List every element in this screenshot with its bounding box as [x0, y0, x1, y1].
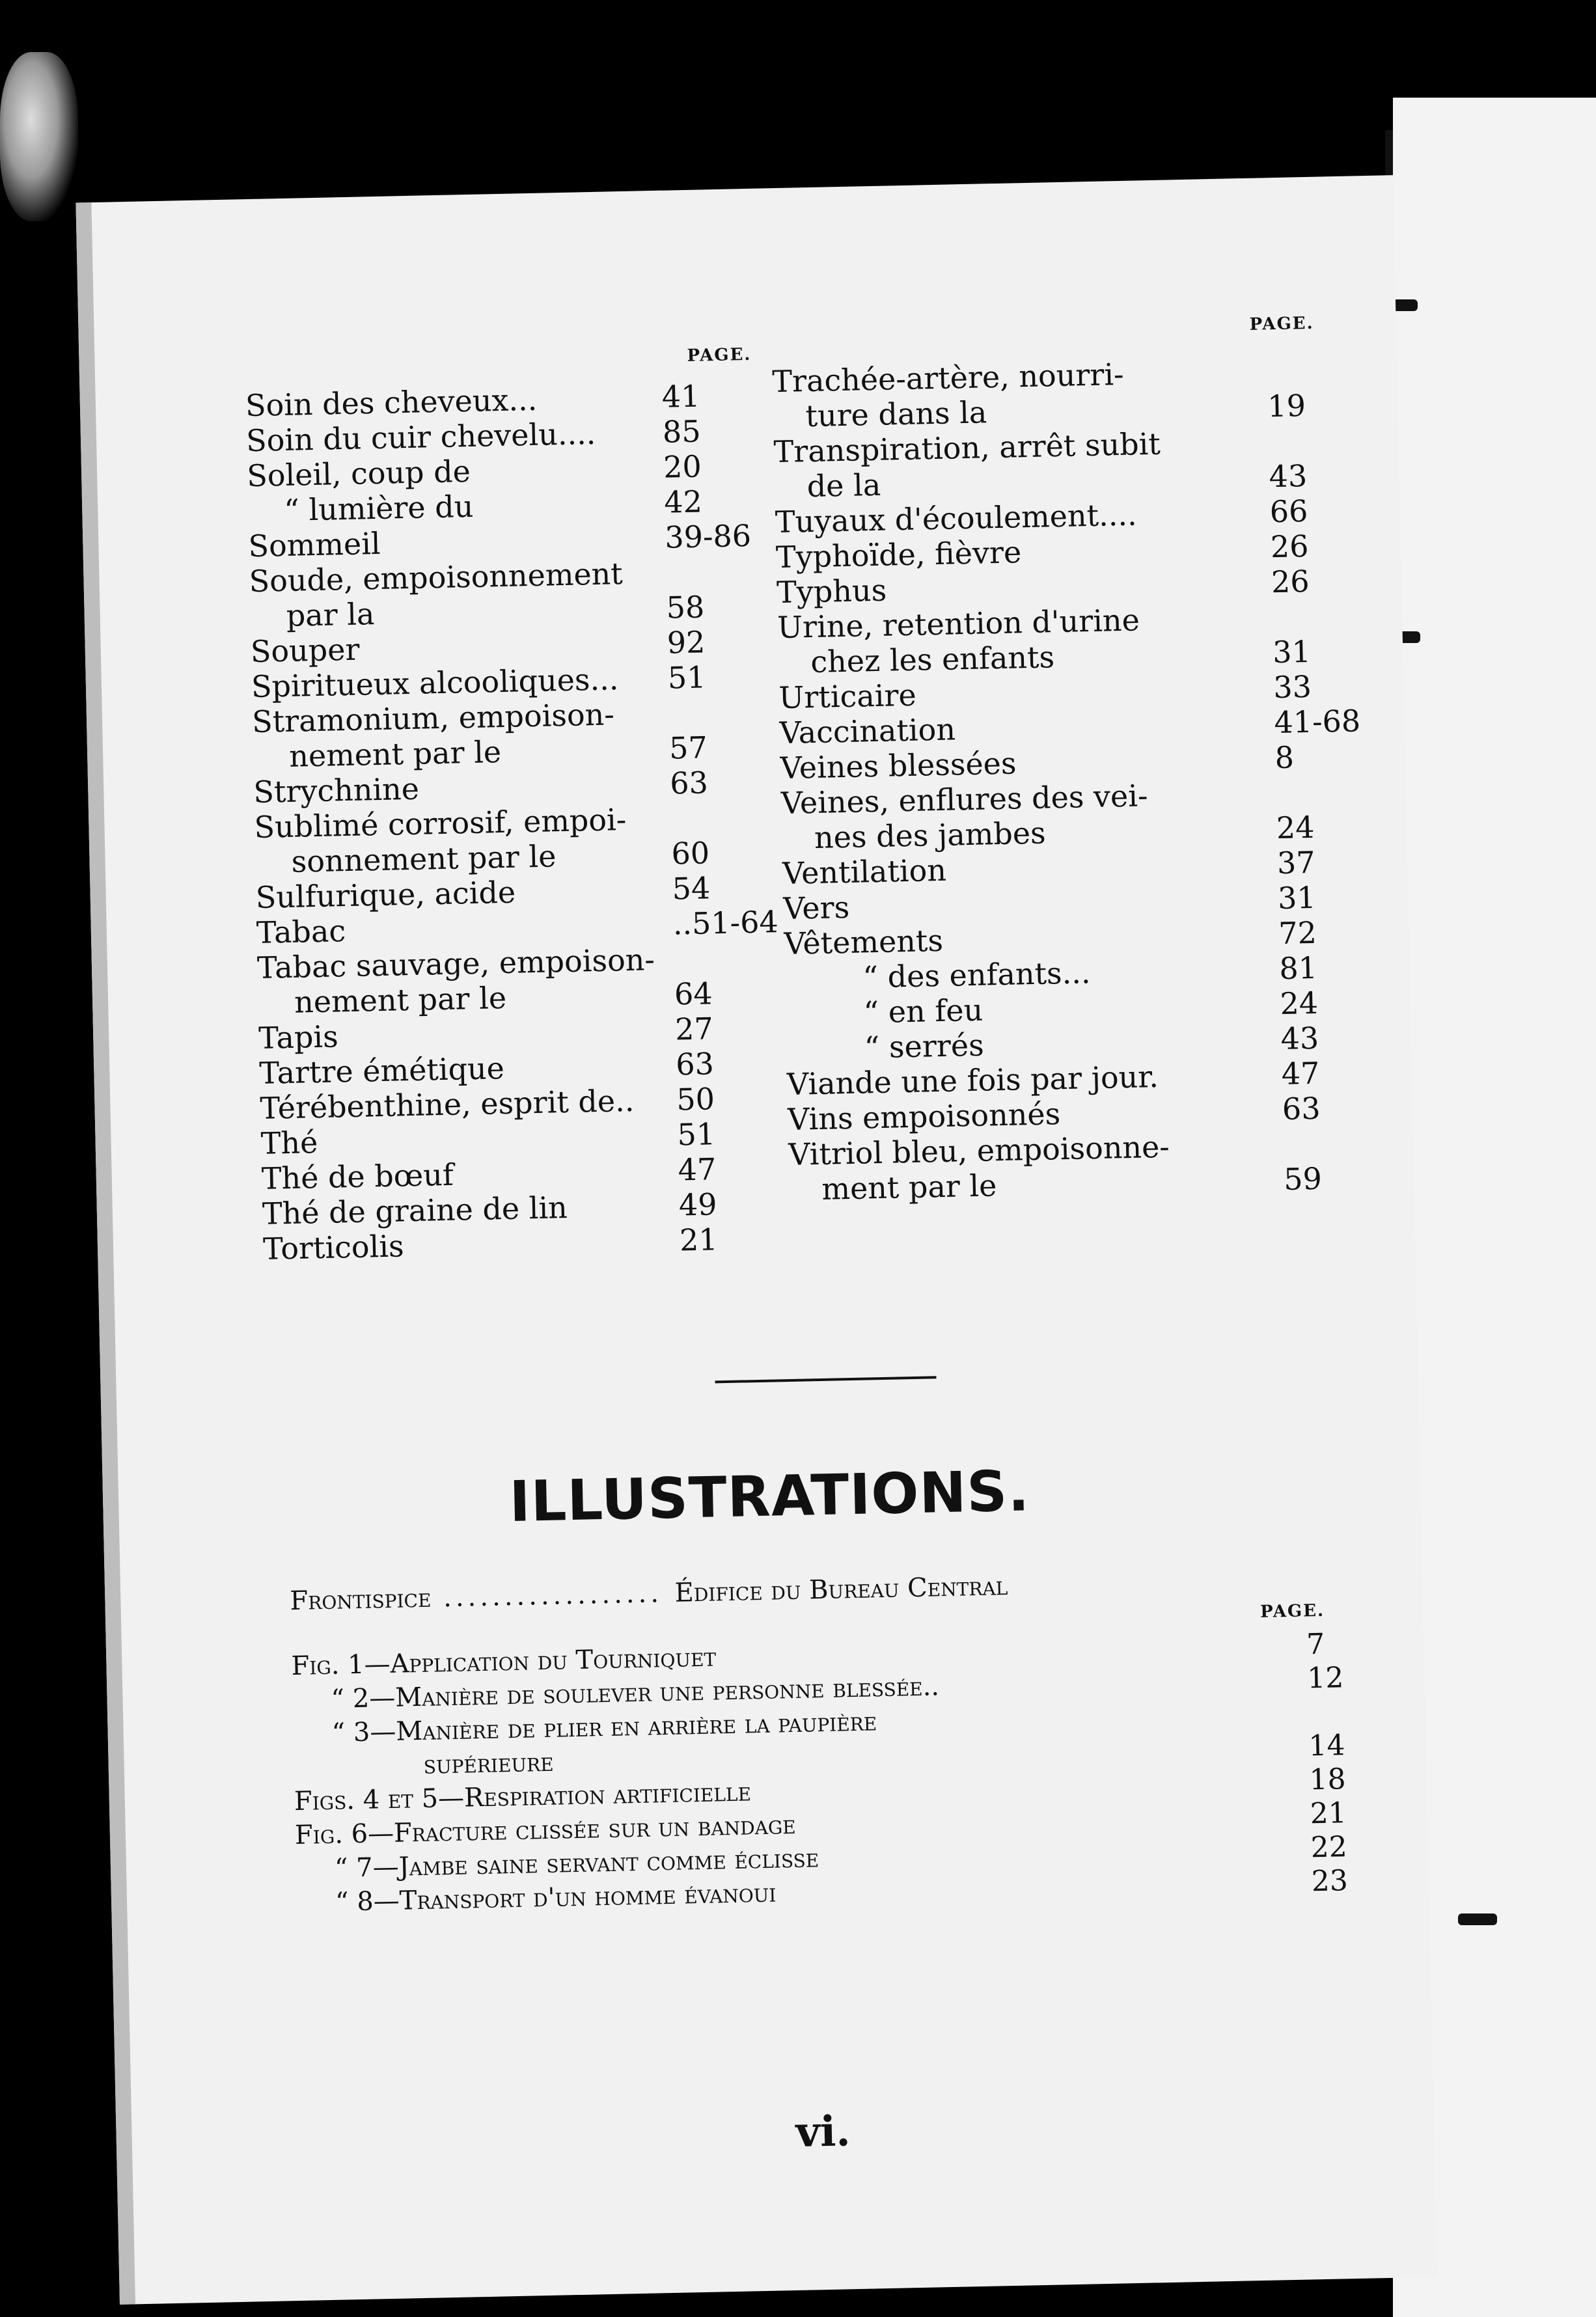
right_column-entry-text: Vêtements: [783, 922, 944, 962]
right_column-entry: [782, 844, 1316, 892]
left_column-entry-text: Thé de graine de lin: [262, 1190, 568, 1231]
illustrations-entry-text: “ 7—Jambe saine servant comme éclisse: [334, 1843, 819, 1884]
right_column-entry: [778, 668, 1312, 716]
right_column-entry-page: 47: [1281, 1055, 1320, 1092]
right_column-entry: [775, 528, 1309, 575]
page-folio: vi.: [795, 2107, 851, 2158]
right_column-entry: [821, 1160, 1323, 1207]
left_column-entry-text: Souper: [250, 631, 360, 670]
right_column-entry: [814, 809, 1315, 855]
right_column-entry-text: Vers: [782, 889, 850, 927]
left_column-entry-text: Torticolis: [262, 1228, 405, 1267]
left_column-entry: [286, 589, 705, 633]
left_column-entry-page: 21: [679, 1222, 719, 1258]
left_column-entry-text: Tabac sauvage, empoison-: [256, 942, 655, 985]
illustrations-entry-page: 21: [1310, 1796, 1347, 1831]
right_column-entry-page: 31: [1272, 633, 1312, 670]
left_column-entry-page: 47: [678, 1151, 717, 1188]
right_column-entry-text: ture dans la: [805, 394, 987, 434]
illustrations-title: ILLUSTRATIONS.: [508, 1459, 1030, 1535]
right_column-entry: [806, 458, 1308, 504]
left_column-entry-text: nement par le: [288, 734, 502, 774]
left_column-entry: [253, 765, 709, 810]
scan-edge-artifact: [0, 52, 78, 221]
left_column-entry: [247, 517, 752, 564]
illustrations-entry-page: 18: [1309, 1762, 1347, 1797]
right_column-entry-page: 26: [1270, 528, 1309, 565]
left_column-entry-text: Soude, empoisonnement: [249, 556, 624, 599]
right_column-entry-text: Vins empoisonnés: [787, 1096, 1061, 1137]
ornamental-divider: [715, 1369, 936, 1383]
left_column-entry-page: ..51-64: [672, 904, 779, 942]
left_column-entry-text: Soin du cuir chevelu....: [245, 415, 596, 459]
left_column-entry-text: Spiritueux alcooliques...: [251, 661, 619, 705]
right_column-entry: [788, 1129, 1170, 1172]
left_column-entry: [250, 624, 706, 670]
left_column-entry: [261, 1151, 717, 1196]
left_column-entry: [256, 904, 779, 950]
illustrations-entry-text: “ 2—Manière de soulever une personne blessée..: [331, 1671, 940, 1714]
left_column-entry-page: 92: [667, 624, 706, 661]
right_column-entry: [783, 914, 1317, 962]
frontispice-label: Frontispice: [289, 1583, 432, 1617]
illustrations-entry-page: 14: [1308, 1729, 1345, 1763]
right_column-entry-text: Typhus: [776, 572, 887, 610]
left_column-entry-page: 51: [667, 659, 706, 696]
left_column-entry: [291, 835, 710, 879]
left_column-entry: [283, 484, 703, 528]
right_column-entry-text: Trachée-artère, nourri-: [771, 356, 1125, 400]
left_column-entry-text: nement par le: [294, 980, 507, 1020]
right_column-entry: [863, 985, 1319, 1030]
frontispice-line: Frontispice .................. Édifice du Bureau Central: [289, 1571, 1008, 1617]
right_column-entry: [775, 493, 1308, 540]
illustrations-page-header: PAGE.: [1259, 1600, 1325, 1622]
left-index-column: [245, 377, 779, 1267]
left_column-entry: [258, 1011, 714, 1056]
left_column-entry-text: Thé de bœuf: [261, 1157, 454, 1196]
right_column-entry-text: Typhoïde, fièvre: [775, 534, 1022, 575]
right_column-entry: [786, 1055, 1320, 1102]
left_column-entry-page: 51: [677, 1116, 716, 1153]
right_column-entry-text: Transpiration, arrêt subit: [773, 426, 1161, 470]
illustrations-list: [291, 1627, 1349, 1917]
right_column-entry-page: 24: [1280, 985, 1319, 1022]
right_column-entry-page: 63: [1282, 1090, 1321, 1127]
left_column-entry-text: sonnement par le: [291, 838, 557, 879]
right_column-entry: [772, 357, 1124, 399]
left_column-entry-text: Strychnine: [253, 771, 420, 810]
left_column-entry: [262, 1222, 719, 1267]
right_column-entry-text: Viande une fois par jour.: [786, 1059, 1159, 1102]
right_column-entry-text: Vitriol bleu, empoisonne-: [788, 1129, 1170, 1172]
right_column-entry: [787, 1090, 1321, 1137]
right_column-entry: [805, 388, 1306, 434]
right_column-entry: [779, 703, 1361, 751]
right_column-entry-text: Veines blessées: [780, 745, 1017, 786]
right_column-entry: [782, 879, 1317, 927]
right_column-entry-text: ment par le: [821, 1168, 997, 1207]
left_column-entry: [258, 1046, 715, 1091]
left_column-entry-text: Sommeil: [247, 525, 381, 564]
right_column-entry-page: 59: [1283, 1160, 1323, 1198]
left_column-entry-text: Sublimé corrosif, empoi-: [253, 802, 627, 845]
illustrations-entry-text: Fig. 1—Application du Tourniquet: [291, 1642, 717, 1682]
left_column-entry-text: Tapis: [258, 1019, 339, 1056]
right_column-entry-page: 26: [1271, 563, 1310, 600]
right_column-entry-text: chez les enfants: [810, 639, 1055, 680]
right_column-entry-text: Veines, enflures des vei-: [780, 778, 1148, 821]
right_column-entry: [810, 633, 1312, 680]
right_column-entry-text: Urine, retention d'urine: [777, 602, 1140, 646]
left_column-entry: [260, 1116, 716, 1161]
right_column-entry-page: 31: [1277, 879, 1317, 916]
left_column-entry-page: 39-86: [664, 517, 752, 555]
right_column-entry-page: 41-68: [1273, 703, 1361, 741]
illustrations-entry-page: 23: [1311, 1864, 1349, 1899]
left_column-entry-page: 49: [678, 1186, 717, 1223]
right-column-page-header: PAGE.: [1249, 313, 1314, 335]
right_column-entry-text: “ serrés: [864, 1027, 985, 1065]
right_column-entry: [780, 778, 1148, 821]
right_column-entry: [773, 426, 1161, 469]
left_column-entry-page: 57: [668, 730, 708, 766]
illustrations-entry-text: “ 3—Manière de plier en arrière la paupière: [331, 1707, 877, 1748]
left_column-entry-page: 58: [666, 589, 705, 625]
left_column-entry: [257, 942, 655, 985]
left_column-entry-page: 27: [674, 1011, 714, 1047]
left_column-entry-page: 42: [663, 484, 703, 520]
left_column-entry: [288, 730, 708, 774]
right_column-entry-text: Tuyaux d'écoulement....: [775, 497, 1138, 540]
left_column-entry-page: 50: [676, 1081, 715, 1117]
left_column-entry-text: Sulfurique, acide: [255, 874, 516, 915]
illustrations-entry-page: 22: [1310, 1830, 1348, 1865]
right_column-entry-page: 8: [1274, 739, 1295, 776]
right_column-entry-page: 19: [1267, 388, 1306, 424]
left_column-entry-page: 60: [670, 835, 710, 871]
left_column-entry-text: Thé: [260, 1125, 318, 1161]
left_column-entry: [245, 378, 700, 424]
right_column-entry-page: 24: [1276, 809, 1315, 846]
left_column-entry-page: 63: [669, 765, 709, 801]
left_column-entry-page: 41: [661, 378, 700, 415]
right_column-entry-page: 33: [1273, 668, 1312, 706]
binding-stitch: [1458, 1913, 1497, 1925]
left_column-entry-text: Tartre émétique: [258, 1050, 505, 1091]
left_column-entry-text: Soleil, coup de: [246, 453, 471, 494]
illustrations-entry-text: Fig. 6—Fracture clissée sur un bandage: [294, 1809, 797, 1851]
left_column-entry: [246, 448, 702, 494]
right_column-entry-text: Urticaire: [778, 677, 917, 716]
left_column-entry: [255, 870, 711, 915]
right_column-entry: [777, 602, 1140, 645]
left_column-entry: [254, 802, 627, 845]
illustrations-entry-page: 12: [1306, 1661, 1344, 1695]
illustrations-entry-text: “ 8—Transport d'un homme évanoui: [335, 1878, 777, 1917]
right-index-column: [771, 352, 1361, 1207]
illustrations-entry-page: 7: [1306, 1627, 1325, 1662]
left_column-entry: [245, 413, 702, 459]
right_column-entry: [862, 950, 1318, 995]
left_column-entry-text: Stramonium, empoison-: [251, 696, 615, 740]
right_column-entry-page: 81: [1278, 950, 1318, 987]
right_column-entry: [864, 1020, 1319, 1065]
right_column-entry-page: 66: [1269, 493, 1308, 530]
document-page: [76, 175, 1437, 2305]
left_column-entry-text: “ lumière du: [283, 488, 474, 528]
frontispice-subject: Édifice du Bureau Central: [674, 1571, 1008, 1608]
left_column-entry-text: Tabac: [256, 913, 346, 950]
illustrations-entry-text: supérieure: [423, 1747, 554, 1780]
left_column-entry: [249, 556, 623, 599]
right_column-entry-text: Vaccination: [779, 711, 956, 751]
right_column-entry-page: 43: [1269, 458, 1308, 495]
right_column-entry-page: 72: [1278, 914, 1317, 952]
left_column-entry-text: par la: [286, 596, 375, 633]
left_column-entry-page: 64: [674, 976, 713, 1012]
left_column-entry-text: Soin des cheveux...: [245, 381, 538, 424]
left_column-entry: [252, 696, 615, 739]
right_column-entry-text: Ventilation: [782, 852, 947, 892]
left_column-entry-text: Térébenthine, esprit de..: [260, 1082, 635, 1126]
right_column-entry-text: de la: [806, 467, 881, 504]
illustrations-entry-text: Figs. 4 et 5—Respiration artificielle: [294, 1777, 752, 1817]
right_column-entry-page: 37: [1276, 844, 1316, 881]
right_column-entry: [780, 739, 1295, 786]
left_column-entry-page: 63: [675, 1046, 715, 1082]
left_column-entry-page: 20: [663, 448, 702, 485]
left_column-entry: [260, 1081, 715, 1126]
left_column-entry: [262, 1186, 717, 1231]
left_column-entry: [294, 976, 713, 1020]
right_column-entry-page: 43: [1280, 1020, 1319, 1057]
left_column-entry-page: 85: [662, 413, 702, 450]
right_column-entry-text: “ des enfants...: [862, 955, 1091, 995]
right_column-entry-text: “ en feu: [863, 992, 984, 1030]
right_column-entry-text: nes des jambes: [814, 815, 1047, 855]
right_column-entry: [776, 563, 1310, 610]
left-column-page-header: PAGE.: [687, 344, 752, 366]
left_column-entry-page: 54: [672, 870, 711, 907]
